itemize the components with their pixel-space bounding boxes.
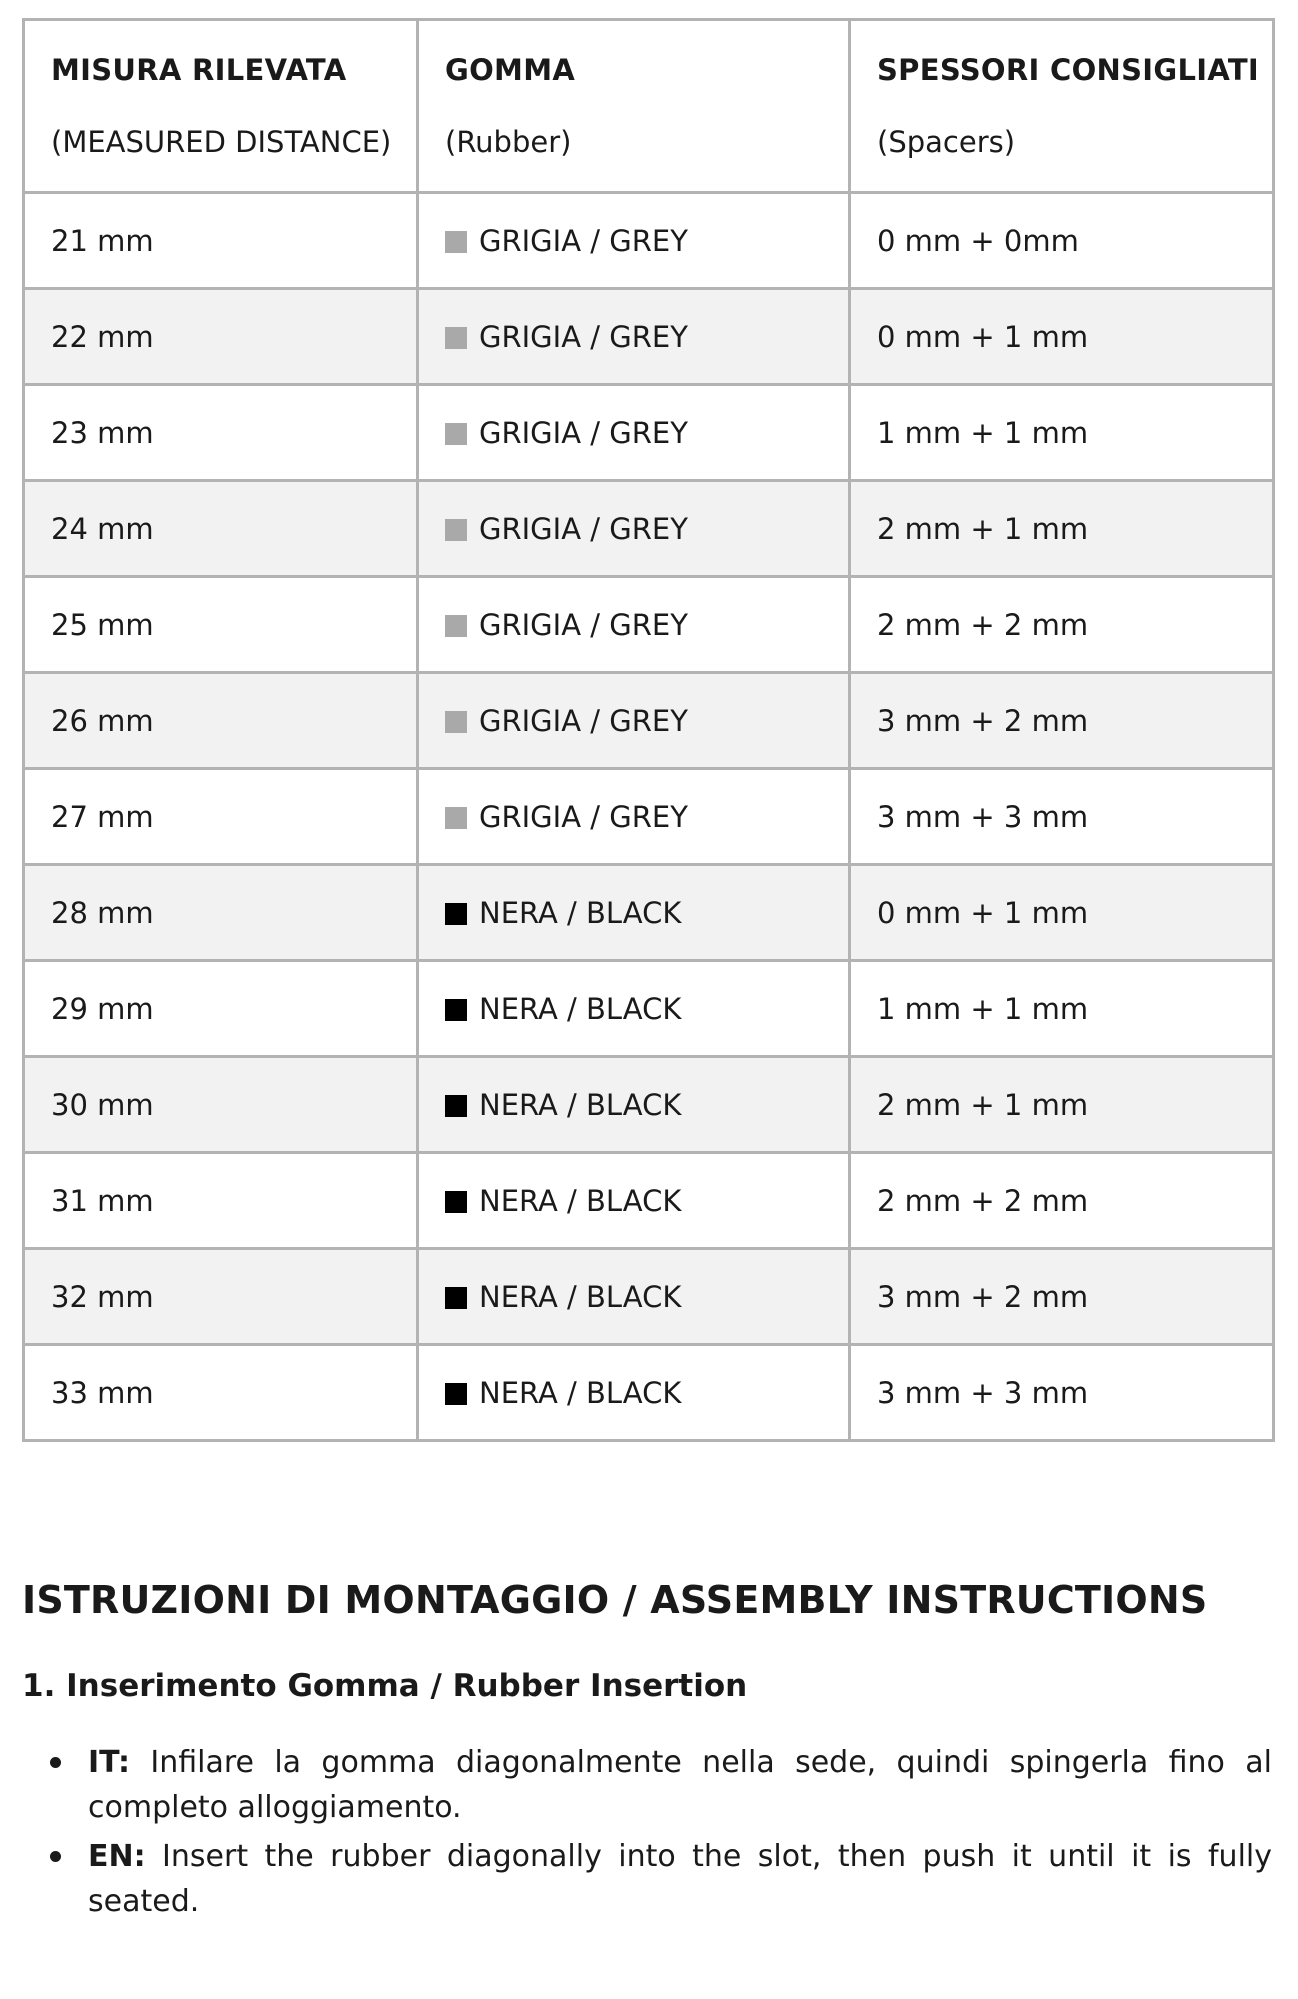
rubber-cell — [418, 481, 850, 577]
spacers-cell — [850, 673, 1274, 769]
spacers-cell — [850, 577, 1274, 673]
rubber-value: NERA / BLACK — [479, 1279, 682, 1314]
spacers-cell — [850, 193, 1274, 289]
spacers-cell — [850, 961, 1274, 1057]
table-row — [24, 961, 1274, 1057]
color-swatch-icon — [445, 903, 467, 925]
spacers-value: 0 mm + 1 mm — [877, 319, 1089, 354]
table-header-row — [24, 20, 1274, 193]
instruction-list — [22, 1740, 1272, 1928]
list-item — [22, 1834, 1272, 1924]
table-row — [24, 193, 1274, 289]
measure-cell — [24, 1057, 418, 1153]
color-swatch-icon — [445, 807, 467, 829]
header-rubber — [418, 20, 850, 193]
rubber-cell — [418, 865, 850, 961]
spacers-value: 1 mm + 1 mm — [877, 415, 1089, 450]
rubber-value: GRIGIA / GREY — [479, 607, 688, 642]
rubber-value: NERA / BLACK — [479, 1375, 682, 1410]
spacers-value: 2 mm + 1 mm — [877, 1087, 1089, 1122]
spacers-cell — [850, 481, 1274, 577]
table-body — [24, 193, 1274, 1441]
measure-value: 26 mm — [51, 703, 154, 738]
header-main: GOMMA — [445, 53, 576, 87]
color-swatch-icon — [445, 1287, 467, 1309]
rubber-value: NERA / BLACK — [479, 895, 682, 930]
spacers-value: 2 mm + 1 mm — [877, 511, 1089, 546]
rubber-cell — [418, 289, 850, 385]
color-swatch-icon — [445, 423, 467, 445]
step-title: 1. Inserimento Gomma / Rubber Insertion — [22, 1668, 748, 1704]
spacers-value: 2 mm + 2 mm — [877, 607, 1089, 642]
measure-value: 33 mm — [51, 1375, 154, 1410]
rubber-value: GRIGIA / GREY — [479, 319, 688, 354]
spacers-cell — [850, 289, 1274, 385]
measure-cell — [24, 1249, 418, 1345]
spacers-value: 0 mm + 0mm — [877, 223, 1079, 258]
header-main: SPESSORI CONSIGLIATI — [877, 53, 1260, 87]
color-swatch-icon — [445, 1383, 467, 1405]
bullet-icon — [50, 1757, 61, 1768]
table-row — [24, 1153, 1274, 1249]
color-swatch-icon — [445, 1095, 467, 1117]
language-label: IT: — [88, 1745, 130, 1780]
measure-cell — [24, 1153, 418, 1249]
table-row — [24, 1345, 1274, 1441]
spacers-cell — [850, 1057, 1274, 1153]
color-swatch-icon — [445, 615, 467, 637]
spacers-value: 3 mm + 3 mm — [877, 799, 1089, 834]
color-swatch-icon — [445, 999, 467, 1021]
rubber-value: NERA / BLACK — [479, 991, 682, 1026]
table-row — [24, 481, 1274, 577]
rubber-value: GRIGIA / GREY — [479, 511, 688, 546]
measure-cell — [24, 1345, 418, 1441]
color-swatch-icon — [445, 231, 467, 253]
spacer-table — [22, 18, 1275, 1442]
header-sub: (Spacers) — [877, 125, 1016, 159]
instruction-text: Insert the rubber diagonally into the slot, then push it until it is fully seated. — [88, 1839, 1272, 1919]
measure-cell — [24, 865, 418, 961]
spacers-cell — [850, 865, 1274, 961]
rubber-cell — [418, 769, 850, 865]
rubber-cell — [418, 1249, 850, 1345]
spacers-value: 3 mm + 2 mm — [877, 703, 1089, 738]
rubber-value: NERA / BLACK — [479, 1087, 682, 1122]
bullet-icon — [50, 1851, 61, 1862]
rubber-value: NERA / BLACK — [479, 1183, 682, 1218]
rubber-value: GRIGIA / GREY — [479, 415, 688, 450]
measure-value: 31 mm — [51, 1183, 154, 1218]
measure-value: 23 mm — [51, 415, 154, 450]
rubber-value: GRIGIA / GREY — [479, 799, 688, 834]
color-swatch-icon — [445, 1191, 467, 1213]
table-row — [24, 1249, 1274, 1345]
rubber-cell — [418, 1057, 850, 1153]
table-row — [24, 769, 1274, 865]
table-row — [24, 1057, 1274, 1153]
rubber-value: GRIGIA / GREY — [479, 223, 688, 258]
spacers-value: 1 mm + 1 mm — [877, 991, 1089, 1026]
table-row — [24, 289, 1274, 385]
measure-value: 24 mm — [51, 511, 154, 546]
rubber-cell — [418, 1153, 850, 1249]
measure-cell — [24, 385, 418, 481]
rubber-cell — [418, 1345, 850, 1441]
measure-value: 21 mm — [51, 223, 154, 258]
spacers-cell — [850, 1249, 1274, 1345]
table-row — [24, 865, 1274, 961]
header-sub: (Rubber) — [445, 125, 572, 159]
measure-cell — [24, 961, 418, 1057]
spacers-value: 2 mm + 2 mm — [877, 1183, 1089, 1218]
spacers-cell — [850, 385, 1274, 481]
header-main: MISURA RILEVATA — [51, 53, 347, 87]
table-row — [24, 673, 1274, 769]
measure-cell — [24, 289, 418, 385]
measure-value: 27 mm — [51, 799, 154, 834]
measure-cell — [24, 577, 418, 673]
instruction-text: Infilare la gomma diagonalmente nella sede, quindi spingerla fino al completo alloggiamento. — [88, 1745, 1272, 1825]
measure-value: 32 mm — [51, 1279, 154, 1314]
rubber-value: GRIGIA / GREY — [479, 703, 688, 738]
rubber-cell — [418, 577, 850, 673]
measure-value: 30 mm — [51, 1087, 154, 1122]
header-sub: (MEASURED DISTANCE) — [51, 125, 392, 159]
section-title: ISTRUZIONI DI MONTAGGIO / ASSEMBLY INSTRUCTIONS — [22, 1578, 1208, 1622]
measure-value: 29 mm — [51, 991, 154, 1026]
spacers-cell — [850, 1345, 1274, 1441]
list-item — [22, 1740, 1272, 1830]
table-row — [24, 385, 1274, 481]
table-row — [24, 577, 1274, 673]
rubber-cell — [418, 385, 850, 481]
measure-cell — [24, 193, 418, 289]
color-swatch-icon — [445, 711, 467, 733]
header-measured-distance — [24, 20, 418, 193]
rubber-cell — [418, 673, 850, 769]
rubber-cell — [418, 193, 850, 289]
measure-cell — [24, 481, 418, 577]
spacers-cell — [850, 769, 1274, 865]
color-swatch-icon — [445, 327, 467, 349]
measure-cell — [24, 769, 418, 865]
spacers-value: 0 mm + 1 mm — [877, 895, 1089, 930]
measure-cell — [24, 673, 418, 769]
spacers-value: 3 mm + 2 mm — [877, 1279, 1089, 1314]
measure-value: 28 mm — [51, 895, 154, 930]
spacers-cell — [850, 1153, 1274, 1249]
header-spacers — [850, 20, 1274, 193]
rubber-cell — [418, 961, 850, 1057]
measure-value: 25 mm — [51, 607, 154, 642]
color-swatch-icon — [445, 519, 467, 541]
language-label: EN: — [88, 1839, 146, 1874]
spacers-value: 3 mm + 3 mm — [877, 1375, 1089, 1410]
measure-value: 22 mm — [51, 319, 154, 354]
